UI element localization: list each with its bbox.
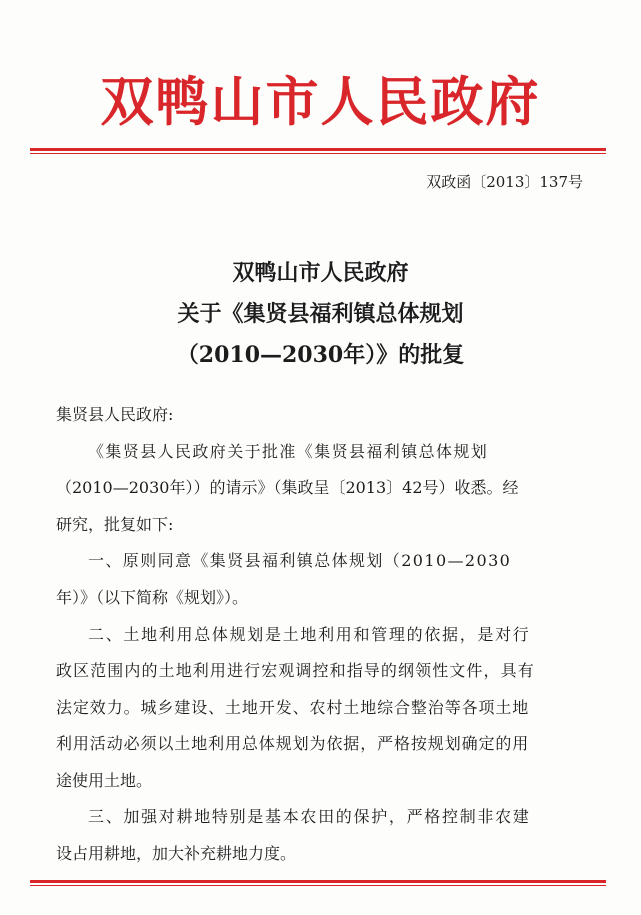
body-line: 二、土地利用总体规划是土地利用和管理的依据，是对行 <box>88 625 531 644</box>
document-title-line: 关于《集贤县福利镇总体规划 <box>177 301 464 327</box>
footer-red-rule-thin <box>30 885 606 886</box>
body-line: 法定效力。城乡建设、土地开发、农村土地综合整治等各项土地 <box>56 698 530 717</box>
body-line: 途使用土地。 <box>56 771 153 790</box>
header-red-rule-thin <box>30 153 606 154</box>
document-title-line: 双鸭山市人民政府 <box>232 260 409 286</box>
body-line: 设占用耕地，加大补充耕地力度。 <box>56 844 297 863</box>
letterhead-title: 双鸭山市人民政府 <box>100 71 541 133</box>
body-line: 利用活动必须以土地利用总体规划为依据，严格按规划确定的用 <box>56 734 530 753</box>
body-line: 《集贤县人民政府关于批准《集贤县福利镇总体规划 <box>88 442 489 461</box>
addressee: 集贤县人民政府: <box>56 405 174 424</box>
document-number: 双政函〔2013〕137号 <box>426 173 583 191</box>
body-line: 年）》（以下简称《规划》）。 <box>56 588 249 607</box>
body-line: 一、原则同意《集贤县福利镇总体规划（2010—2030 <box>88 551 512 570</box>
header-red-rule <box>30 148 606 151</box>
body-line: 三、加强对耕地特别是基本农田的保护，严格控制非农建 <box>88 807 531 826</box>
body-line: （2010—2030年））的请示》（集政呈〔2013〕42号）收悉。经 <box>56 478 519 497</box>
body-line: 研究，批复如下: <box>56 515 174 534</box>
document-title-line: （2010—2030年）》的批复 <box>176 342 465 368</box>
footer-red-rule <box>30 880 606 883</box>
body-line: 政区范围内的土地利用进行宏观调控和指导的纲领性文件，具有 <box>56 661 535 680</box>
